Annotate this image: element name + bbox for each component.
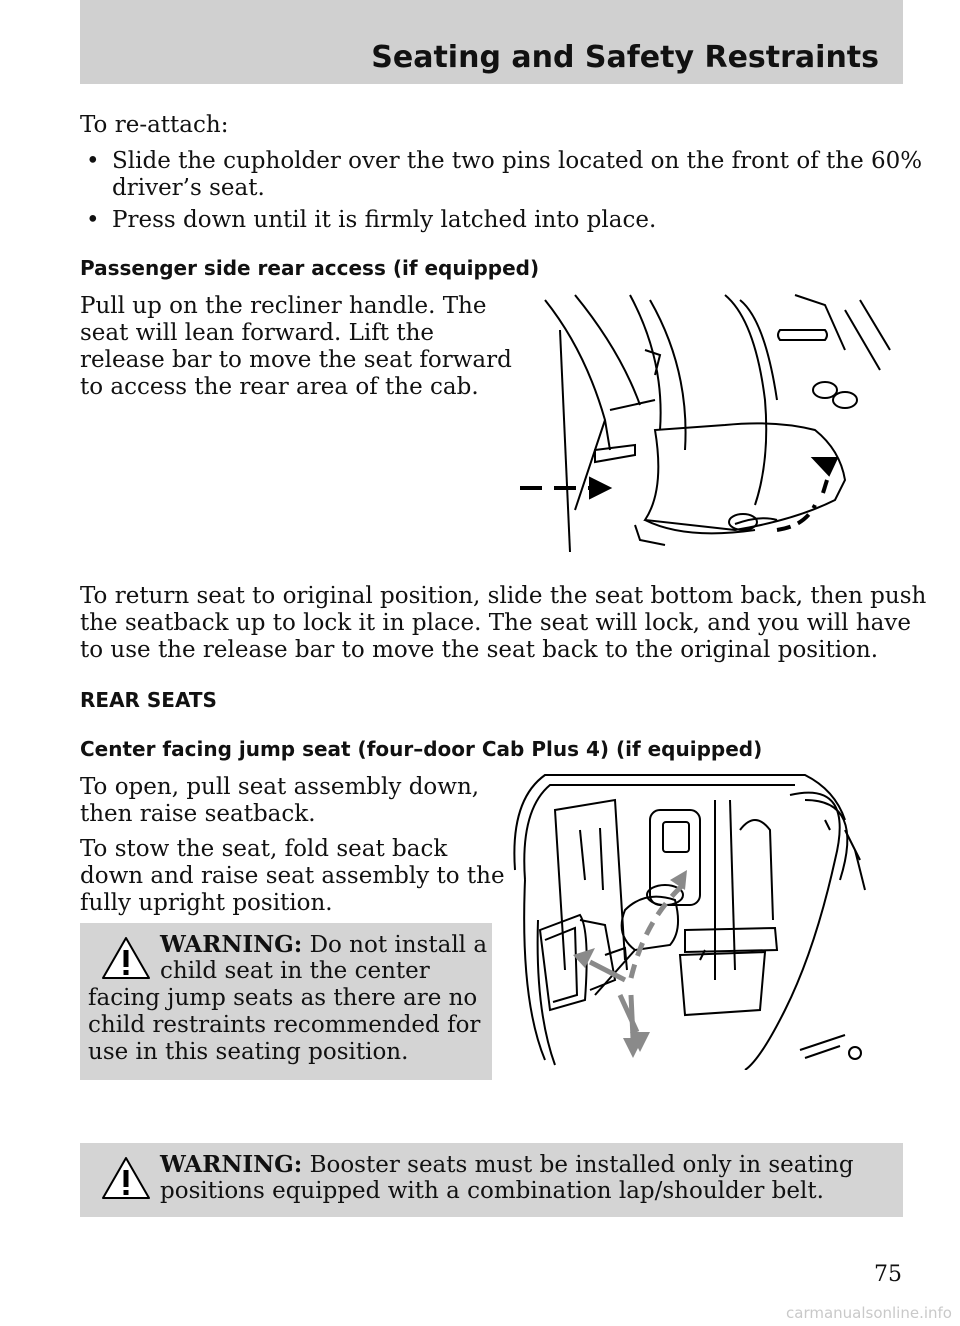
warning-line: child seat in the center xyxy=(160,958,430,984)
jump-seat-stow-paragraph xyxy=(80,836,505,917)
text-line: then raise seatback. xyxy=(80,801,316,827)
warning-label: WARNING: xyxy=(160,931,303,958)
warning-first-line xyxy=(160,1151,854,1179)
jump-seat-open-paragraph xyxy=(80,774,479,828)
warning-line: positions equipped with a combination lap/shoulder belt. xyxy=(160,1178,824,1204)
page-number: 75 xyxy=(874,1262,902,1287)
text-line: release bar to move the seat forward xyxy=(80,347,512,373)
warning-continuation xyxy=(88,985,480,1066)
warning-first-line xyxy=(160,931,487,959)
warning-line: child restraints recommended for xyxy=(88,1012,481,1038)
text-line: Pull up on the recliner handle. The xyxy=(80,293,487,319)
warning-box-booster-seats xyxy=(80,1143,903,1217)
reattach-bullet-1-line-2: driver’s seat. xyxy=(112,175,265,201)
subheading-jump-seat: Center facing jump seat (four–door Cab Plus 4) (if equipped) xyxy=(80,737,763,761)
text-line: to use the release bar to move the seat back to the original position. xyxy=(80,637,879,663)
bullet-symbol: • xyxy=(86,207,100,233)
reattach-bullet-2: Press down until it is firmly latched into place. xyxy=(112,207,657,233)
section-heading-rear-seats: REAR SEATS xyxy=(80,688,217,712)
return-seat-paragraph xyxy=(80,583,926,664)
header-band xyxy=(80,0,903,84)
warning-line: use in this seating position. xyxy=(88,1039,409,1065)
passenger-seat-illustration xyxy=(515,290,895,560)
text-line: the seatback up to lock it in place. The seat will lock, and you will have xyxy=(80,610,911,636)
text-line: seat will lean forward. Lift the xyxy=(80,320,435,346)
reattach-intro: To re-attach: xyxy=(80,112,229,138)
text-line: To open, pull seat assembly down, xyxy=(80,774,480,800)
footer-watermark-link[interactable]: carmanualsonline.info xyxy=(786,1304,952,1322)
warning-box-jump-seat xyxy=(80,923,492,1080)
section-heading-passenger-access: Passenger side rear access (if equipped) xyxy=(80,256,540,280)
jump-seat-illustration xyxy=(505,770,885,1070)
warning-triangle-icon xyxy=(100,1155,152,1201)
text-line: To stow the seat, fold seat back xyxy=(80,836,448,862)
warning-text: Booster seats must be installed only in seating xyxy=(309,1152,854,1178)
page-header-title: Seating and Safety Restraints xyxy=(371,40,879,75)
warning-label: WARNING: xyxy=(160,1151,303,1178)
warning-triangle-icon xyxy=(100,935,152,981)
bullet-symbol: • xyxy=(86,148,100,174)
warning-line: facing jump seats as there are no xyxy=(88,985,478,1011)
passenger-access-paragraph xyxy=(80,293,512,401)
text-line: To return seat to original position, slide the seat bottom back, then push xyxy=(80,583,927,609)
text-line: to access the rear area of the cab. xyxy=(80,374,479,400)
text-line: fully upright position. xyxy=(80,890,333,916)
reattach-bullet-1-line-1: Slide the cupholder over the two pins located on the front of the 60% xyxy=(112,148,923,174)
warning-text: Do not install a xyxy=(309,932,488,958)
text-line: down and raise seat assembly to the xyxy=(80,863,505,889)
